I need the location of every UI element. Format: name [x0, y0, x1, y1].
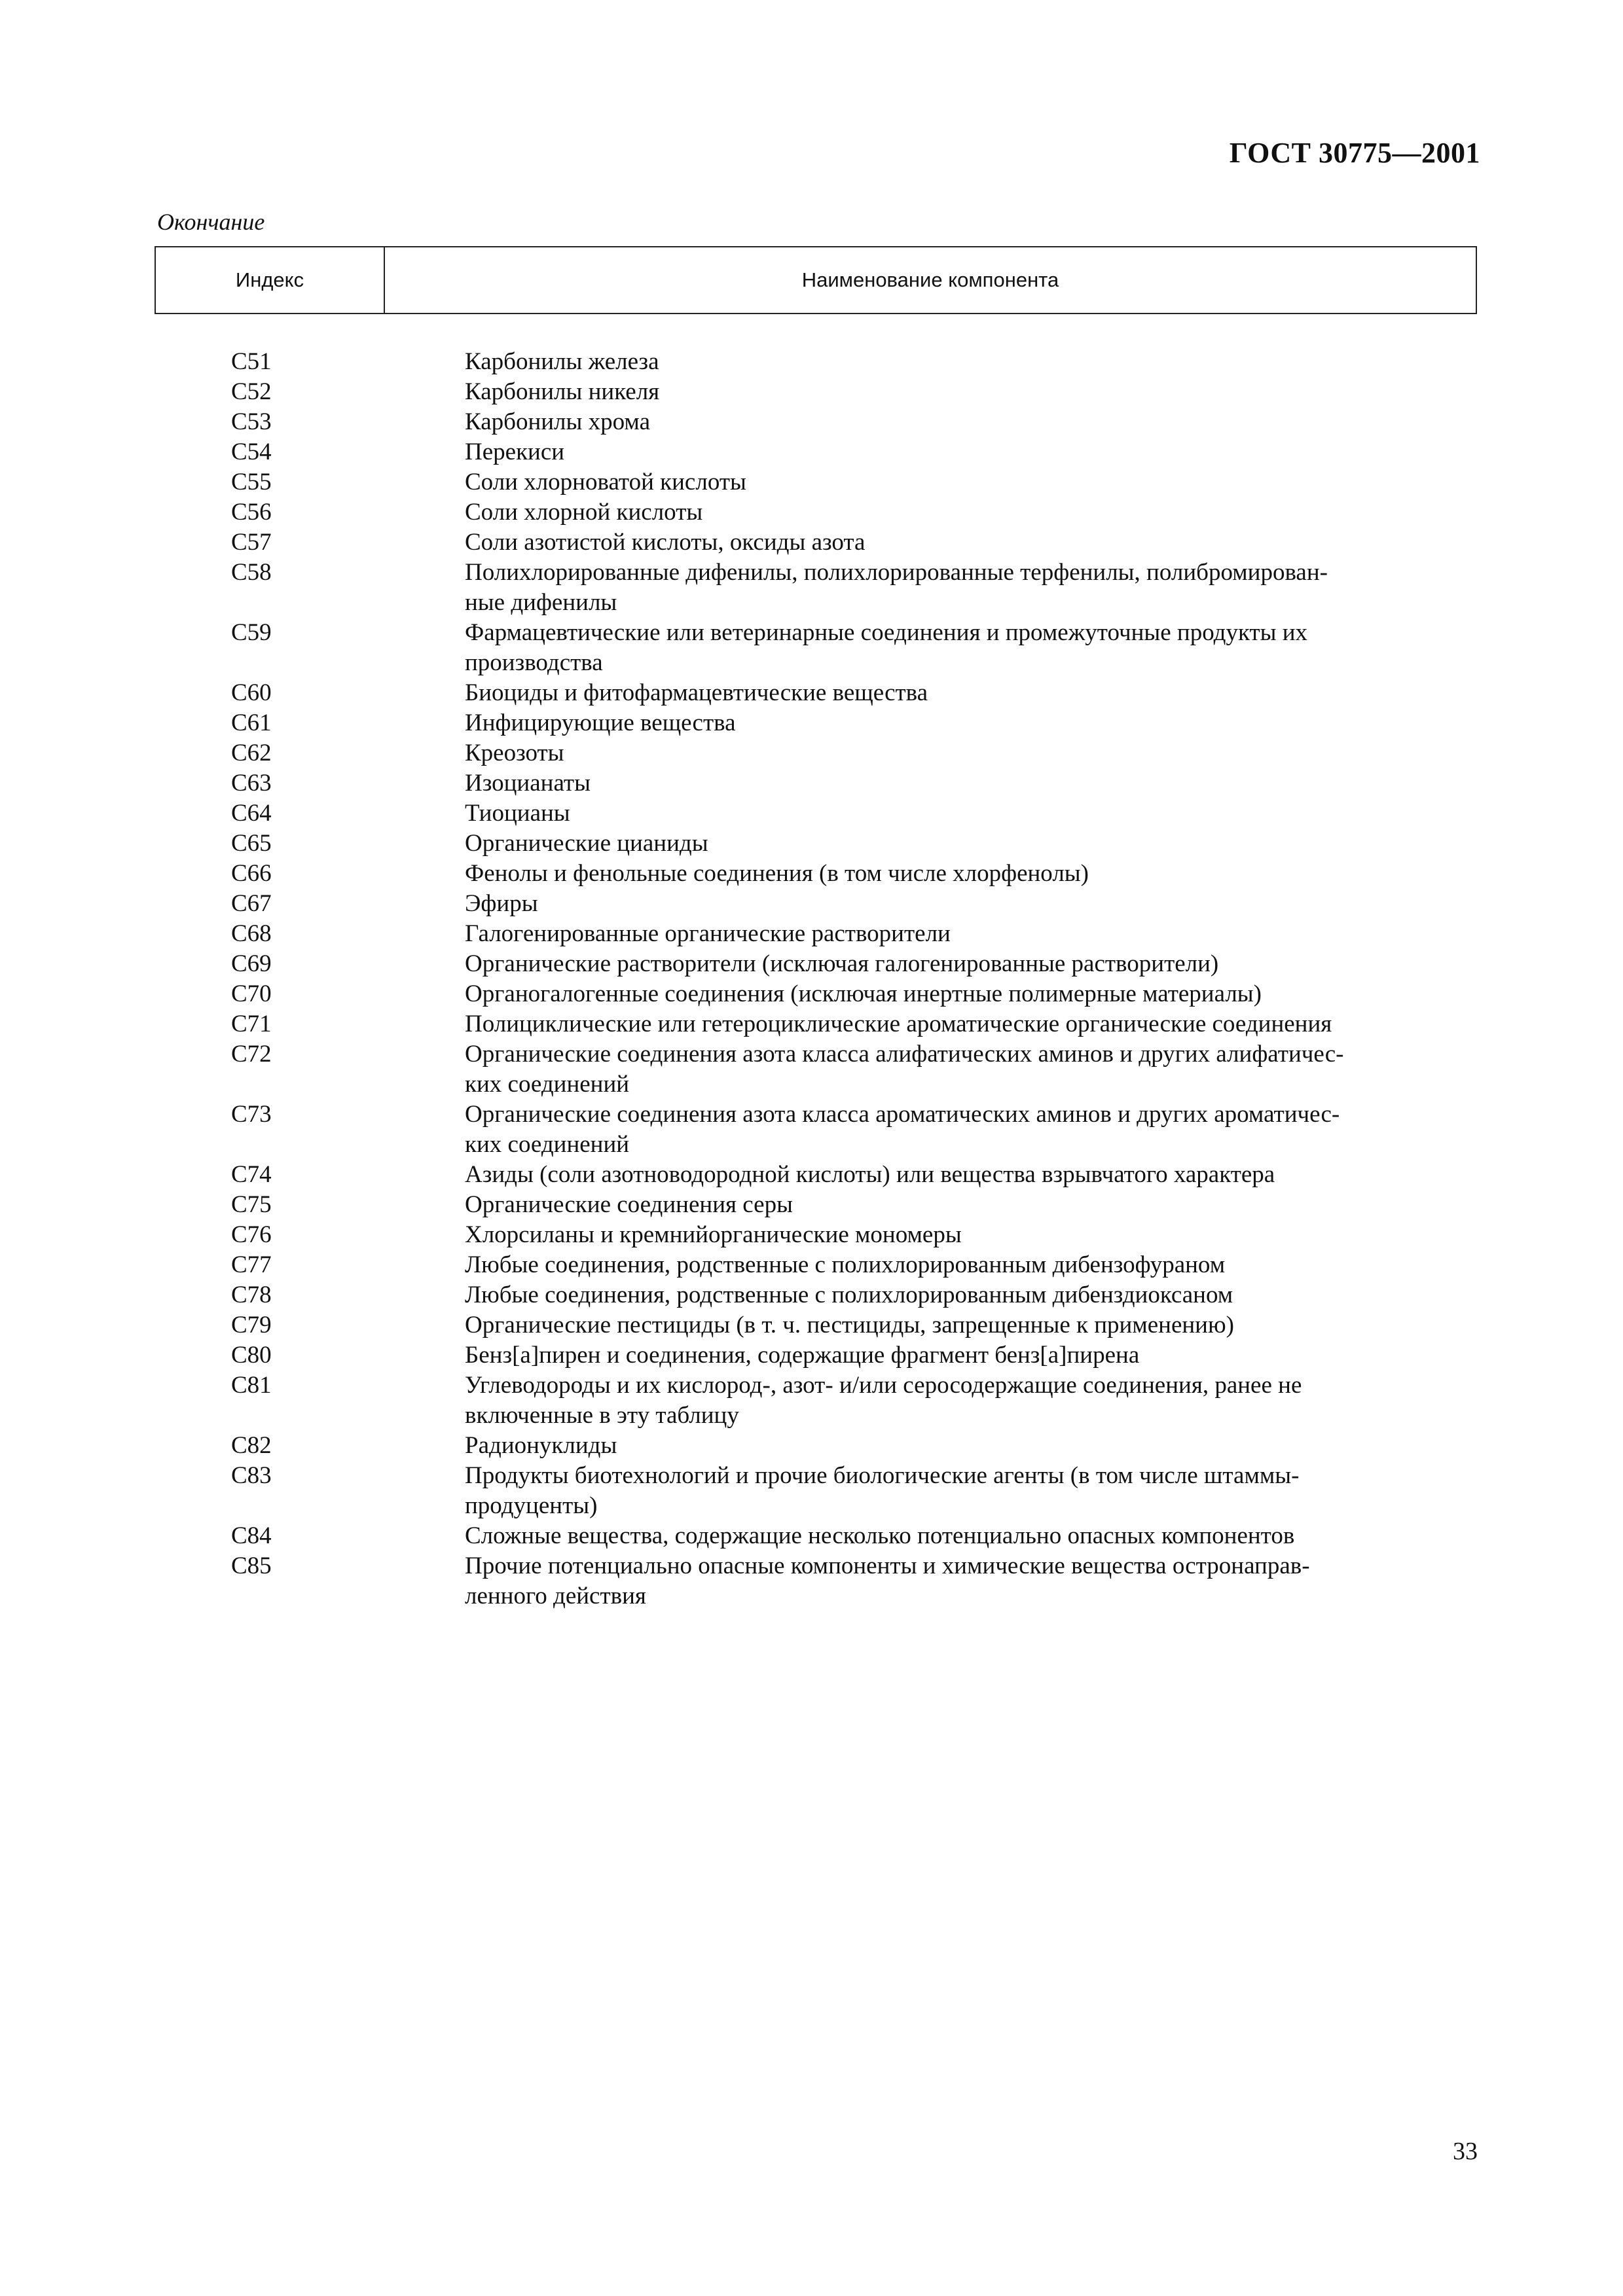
- row-component-name: Бенз[а]пирен и соединения, содержащие фрагмент бенз[а]пирена: [465, 1342, 1140, 1369]
- row-component-name: Галогенированные органические растворители: [465, 920, 951, 947]
- table-row: [0, 467, 1623, 497]
- table-row: [0, 798, 1623, 829]
- row-index: C77: [231, 1251, 272, 1278]
- row-component-name: Органические соединения азота класса алифатических аминов и других алифатичес- ких соединений: [465, 1041, 1344, 1098]
- row-component-name: Органические соединения серы: [465, 1191, 793, 1218]
- table-body: [0, 347, 1623, 1611]
- table-row: [0, 678, 1623, 708]
- table-continuation-label: Окончание: [157, 209, 265, 235]
- row-index: C56: [231, 499, 272, 526]
- row-component-name: Любые соединения, родственные с полихлорированным дибензофураном: [465, 1251, 1226, 1278]
- row-component-name: Органические растворители (исключая галогенированные растворители): [465, 950, 1219, 977]
- row-index: C76: [231, 1221, 272, 1248]
- row-index: C73: [231, 1101, 272, 1128]
- row-component-name: Соли азотистой кислоты, оксиды азота: [465, 529, 866, 556]
- row-index: C54: [231, 439, 272, 465]
- table-row: [0, 1039, 1623, 1100]
- row-component-name: Тиоцианы: [465, 800, 570, 827]
- row-index: C61: [231, 709, 272, 736]
- row-component-name: Перекиси: [465, 439, 565, 465]
- table-row: [0, 528, 1623, 558]
- row-index: C57: [231, 529, 272, 556]
- row-index: C69: [231, 950, 272, 977]
- row-index: C74: [231, 1161, 272, 1188]
- table-row: [0, 738, 1623, 768]
- row-component-name: Азиды (соли азотноводородной кислоты) или вещества взрывчатого характера: [465, 1161, 1275, 1188]
- table-row: [0, 558, 1623, 618]
- table-row: [0, 1371, 1623, 1431]
- table-row: [0, 437, 1623, 467]
- row-index: C65: [231, 830, 272, 857]
- table-row: [0, 889, 1623, 919]
- row-index: C68: [231, 920, 272, 947]
- table-row: [0, 377, 1623, 407]
- row-index: C55: [231, 469, 272, 495]
- table-row: [0, 1100, 1623, 1160]
- table-row: [0, 708, 1623, 738]
- table-row: [0, 979, 1623, 1009]
- row-component-name: Прочие потенциально опасные компоненты и химические вещества остронаправ- ленного действия: [465, 1552, 1310, 1609]
- table-row: [0, 1280, 1623, 1310]
- row-index: C80: [231, 1342, 272, 1369]
- table-row: [0, 949, 1623, 979]
- row-component-name: Органические соединения азота класса ароматических аминов и других ароматичес- ких соединений: [465, 1101, 1340, 1158]
- table-row: [0, 1250, 1623, 1280]
- row-index: C53: [231, 408, 272, 435]
- row-index: C81: [231, 1372, 272, 1399]
- row-component-name: Соли хлорной кислоты: [465, 499, 703, 526]
- table-row: [0, 1521, 1623, 1551]
- row-component-name: Биоциды и фитофармацевтические вещества: [465, 679, 928, 706]
- row-component-name: Радионуклиды: [465, 1432, 617, 1459]
- row-component-name: Соли хлорноватой кислоты: [465, 469, 746, 495]
- row-index: C51: [231, 348, 272, 375]
- table-row: [0, 1551, 1623, 1611]
- row-component-name: Органические цианиды: [465, 830, 708, 857]
- table-row: [0, 1310, 1623, 1340]
- row-index: C58: [231, 559, 272, 586]
- row-component-name: Полициклические или гетероциклические ароматические органические соединения: [465, 1011, 1332, 1037]
- table-row: [0, 919, 1623, 949]
- row-index: C72: [231, 1041, 272, 1067]
- row-component-name: Карбонилы хрома: [465, 408, 650, 435]
- page-number: 33: [1453, 2138, 1478, 2165]
- table-row: [0, 1160, 1623, 1190]
- row-component-name: Фармацевтические или ветеринарные соединения и промежуточные продукты их производства: [465, 619, 1308, 676]
- table-row: [0, 859, 1623, 889]
- table-row: [0, 1461, 1623, 1521]
- row-component-name: Эфиры: [465, 890, 538, 917]
- row-index: C60: [231, 679, 272, 706]
- row-index: C78: [231, 1282, 272, 1308]
- row-component-name: Органические пестициды (в т. ч. пестициды, запрещенные к применению): [465, 1312, 1234, 1338]
- table-row: [0, 497, 1623, 528]
- row-index: C85: [231, 1552, 272, 1579]
- row-index: C52: [231, 378, 272, 405]
- row-component-name: Креозоты: [465, 740, 564, 766]
- table-row: [0, 407, 1623, 437]
- row-index: C75: [231, 1191, 272, 1218]
- table-row: [0, 1340, 1623, 1371]
- column-header-component-name: Наименование компонента: [801, 268, 1059, 291]
- row-index: C63: [231, 770, 272, 797]
- column-header-index: Индекс: [156, 247, 385, 313]
- row-component-name: Карбонилы железа: [465, 348, 659, 375]
- table-row: [0, 1190, 1623, 1220]
- row-component-name: Органогалогенные соединения (исключая инертные полимерные материалы): [465, 980, 1262, 1007]
- table-row: [0, 768, 1623, 798]
- table-row: [0, 829, 1623, 859]
- row-component-name: Карбонилы никеля: [465, 378, 660, 405]
- table-row: [0, 1431, 1623, 1461]
- row-index: C66: [231, 860, 272, 887]
- row-index: C71: [231, 1011, 272, 1037]
- row-index: C82: [231, 1432, 272, 1459]
- table-row: [0, 347, 1623, 377]
- row-index: C62: [231, 740, 272, 766]
- table-header: [155, 246, 1477, 314]
- row-component-name: Любые соединения, родственные с полихлорированным дибенздиоксаном: [465, 1282, 1233, 1308]
- row-index: C70: [231, 980, 272, 1007]
- document-id-header: ГОСТ 30775—2001: [1229, 137, 1480, 169]
- row-index: C83: [231, 1462, 272, 1489]
- row-index: C84: [231, 1522, 272, 1549]
- row-component-name: Хлорсиланы и кремнийорганические мономеры: [465, 1221, 962, 1248]
- table-row: [0, 1220, 1623, 1250]
- row-component-name: Углеводороды и их кислород-, азот- и/или серосодержащие соединения, ранее не включенные в эту таблицу: [465, 1372, 1302, 1429]
- row-index: C67: [231, 890, 272, 917]
- row-component-name: Полихлорированные дифенилы, полихлорированные терфенилы, полибромирован- ные дифенилы: [465, 559, 1328, 616]
- row-component-name: Фенолы и фенольные соединения (в том числе хлорфенолы): [465, 860, 1089, 887]
- table-row: [0, 618, 1623, 678]
- row-component-name: Изоцианаты: [465, 770, 591, 797]
- row-component-name: Продукты биотехнологий и прочие биологические агенты (в том числе штаммы- продуценты): [465, 1462, 1300, 1519]
- table-row: [0, 1009, 1623, 1039]
- row-index: C64: [231, 800, 272, 827]
- row-component-name: Сложные вещества, содержащие несколько потенциально опасных компонентов: [465, 1522, 1295, 1549]
- row-index: C59: [231, 619, 272, 646]
- row-index: C79: [231, 1312, 272, 1338]
- row-component-name: Инфицирующие вещества: [465, 709, 736, 736]
